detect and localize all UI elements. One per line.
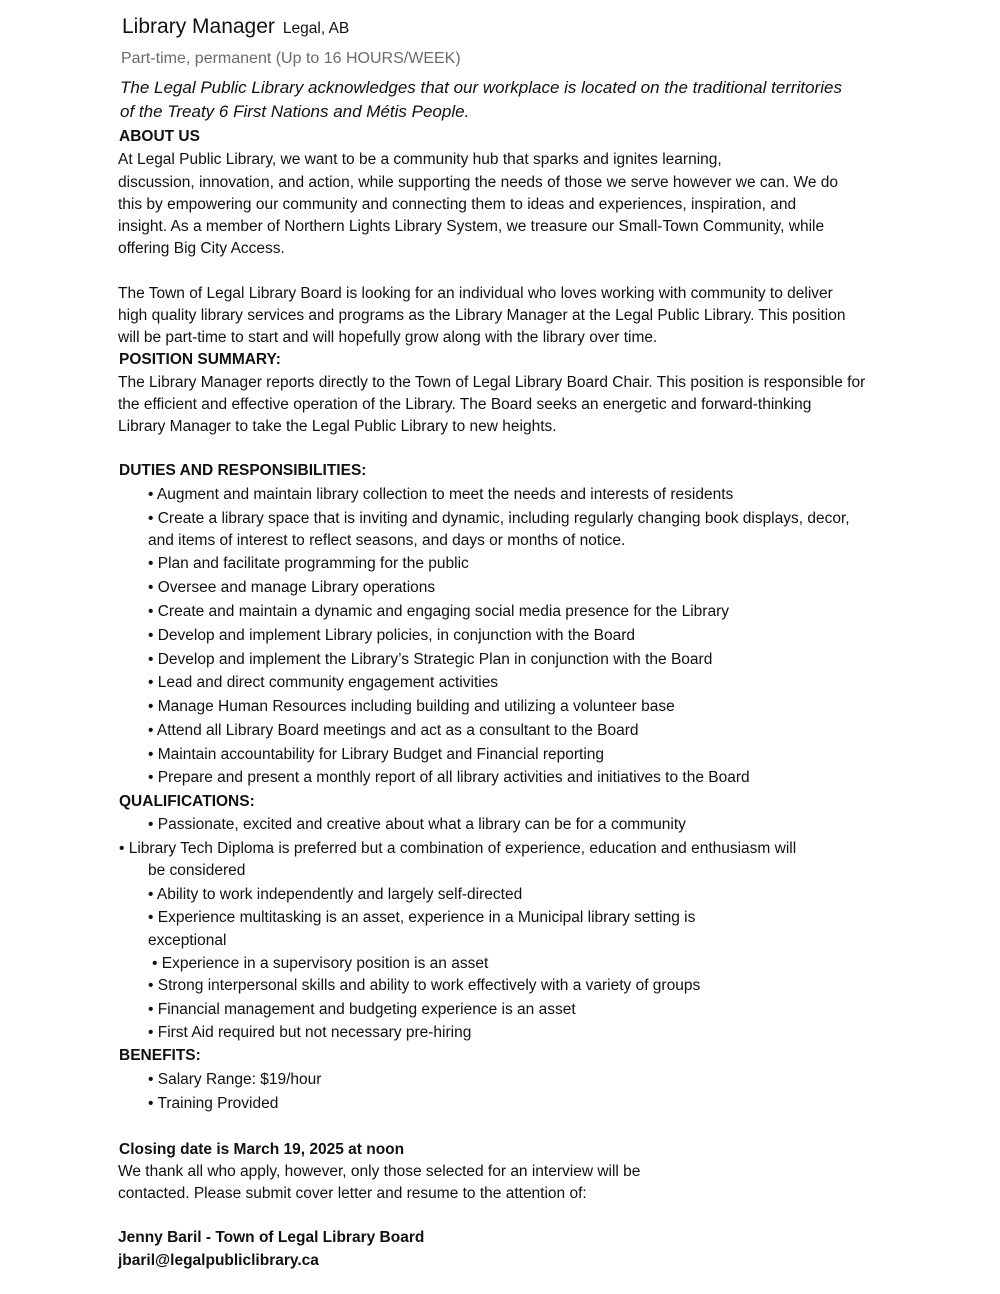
qualification-item: • Strong interpersonal skills and ability to work effectively with a variety of groups xyxy=(148,977,701,994)
section-heading-about: ABOUT US xyxy=(119,128,200,145)
closing-date: Closing date is March 19, 2025 at noon xyxy=(119,1141,405,1158)
qualification-item: • Passionate, excited and creative about what a library can be for a community xyxy=(148,816,686,833)
qualification-item: • Financial management and budgeting experience is an asset xyxy=(148,1001,576,1018)
duty-item: • Create a library space that is inviting and dynamic, including regularly changing book displays, decor, xyxy=(148,510,850,527)
qualification-item: be considered xyxy=(148,862,246,879)
contact-name: Jenny Baril - Town of Legal Library Board xyxy=(118,1229,425,1246)
about-paragraph-line: insight. As a member of Northern Lights Library System, we treasure our Small-Town Community, while xyxy=(118,218,825,235)
duty-item: • Prepare and present a monthly report of all library activities and initiatives to the Board xyxy=(148,769,750,786)
employment-type: Part-time, permanent (Up to 16 HOURS/WEEK) xyxy=(121,50,461,67)
page-title: Library Manager xyxy=(122,15,275,38)
closing-line: contacted. Please submit cover letter and resume to the attention of: xyxy=(118,1185,587,1202)
closing-line: We thank all who apply, however, only those selected for an interview will be xyxy=(118,1163,641,1180)
land-acknowledgement-line: of the Treaty 6 First Nations and Métis People. xyxy=(120,102,470,121)
summary-line: The Library Manager reports directly to the Town of Legal Library Board Chair. This position is responsible for xyxy=(118,374,866,391)
benefit-item: • Training Provided xyxy=(148,1095,279,1112)
duty-item: and items of interest to reflect seasons, and days or months of notice. xyxy=(148,532,626,549)
location: Legal, AB xyxy=(282,20,350,37)
duty-item: • Plan and facilitate programming for the public xyxy=(148,555,469,572)
section-heading-qualifications: QUALIFICATIONS: xyxy=(119,793,255,810)
about-paragraph-line: offering Big City Access. xyxy=(118,240,285,257)
about-paragraph-line: The Town of Legal Library Board is looking for an individual who loves working with community to deliver xyxy=(118,285,833,302)
duty-item: • Lead and direct community engagement activities xyxy=(148,674,499,691)
section-heading-position-summary: POSITION SUMMARY: xyxy=(119,351,281,368)
qualification-item: • Experience in a supervisory position is an asset xyxy=(152,955,489,972)
duty-item: • Attend all Library Board meetings and act as a consultant to the Board xyxy=(148,722,639,739)
duty-item: • Develop and implement Library policies, in conjunction with the Board xyxy=(148,627,636,644)
contact-email[interactable]: jbaril@legalpubliclibrary.ca xyxy=(118,1252,319,1269)
section-heading-duties: DUTIES AND RESPONSIBILITIES: xyxy=(119,462,367,479)
about-paragraph-line: discussion, innovation, and action, while supporting the needs of those we serve however we can. We do xyxy=(118,174,839,191)
duty-item: • Manage Human Resources including building and utilizing a volunteer base xyxy=(148,698,675,715)
page-title-line xyxy=(122,17,349,39)
duty-item: • Maintain accountability for Library Budget and Financial reporting xyxy=(148,746,605,763)
duty-item: • Create and maintain a dynamic and engaging social media presence for the Library xyxy=(148,603,729,620)
duty-item: • Develop and implement the Library’s Strategic Plan in conjunction with the Board xyxy=(148,651,713,668)
about-paragraph-line: this by empowering our community and connecting them to ideas and experiences, inspiration, and xyxy=(118,196,797,213)
qualification-item: • Experience multitasking is an asset, experience in a Municipal library setting is xyxy=(148,909,696,926)
duty-item: • Oversee and manage Library operations xyxy=(148,579,436,596)
qualification-item: • Library Tech Diploma is preferred but a combination of experience, education and enthusiasm will xyxy=(119,840,797,857)
about-paragraph-line: high quality library services and programs as the Library Manager at the Legal Public Library. This position xyxy=(118,307,846,324)
benefit-item: • Salary Range: $19/hour xyxy=(148,1071,322,1088)
land-acknowledgement-line: The Legal Public Library acknowledges that our workplace is located on the traditional territories xyxy=(120,78,842,97)
about-paragraph-line: At Legal Public Library, we want to be a community hub that sparks and ignites learning, xyxy=(118,151,722,168)
summary-line: the efficient and effective operation of the Library. The Board seeks an energetic and forward-thinking xyxy=(118,396,812,413)
section-heading-benefits: BENEFITS: xyxy=(119,1047,201,1064)
about-paragraph-line: will be part-time to start and will hopefully grow along with the library over time. xyxy=(118,329,658,346)
summary-line: Library Manager to take the Legal Public Library to new heights. xyxy=(118,418,557,435)
qualification-item: exceptional xyxy=(148,932,227,949)
duty-item: • Augment and maintain library collection to meet the needs and interests of residents xyxy=(148,486,734,503)
qualification-item: • First Aid required but not necessary pre-hiring xyxy=(148,1024,472,1041)
qualification-item: • Ability to work independently and largely self-directed xyxy=(148,886,523,903)
